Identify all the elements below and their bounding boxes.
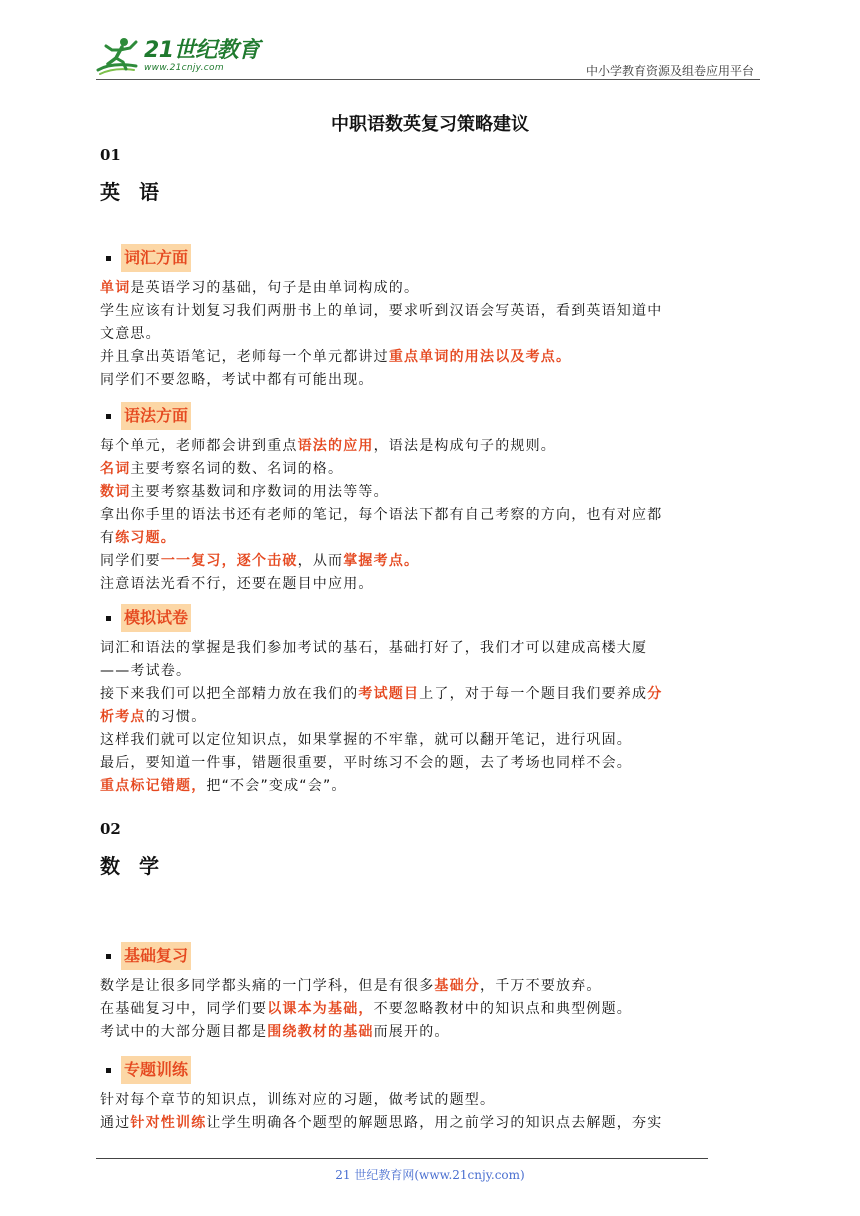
body-text: 而展开的。 <box>373 1024 450 1040</box>
body-text: 同学们不要忽略，考试中都有可能出现。 <box>100 372 374 388</box>
text-line <box>100 435 762 458</box>
text-line <box>100 458 762 481</box>
header-divider <box>96 79 760 80</box>
text-line <box>100 573 762 596</box>
paragraph <box>100 435 762 596</box>
body-text: 最后，要知道一件事，错题很重要，平时练习不会的题，去了考场也同样不会。 <box>100 755 632 771</box>
text-line <box>100 527 762 550</box>
emphasis-text: 析考点 <box>100 709 146 725</box>
footer-divider <box>96 1158 708 1159</box>
subsection-label: 模拟试卷 <box>121 604 191 632</box>
text-line <box>100 300 762 323</box>
square-bullet-icon <box>106 1068 111 1073</box>
emphasis-text: 名词 <box>100 461 131 477</box>
text-line <box>100 729 762 752</box>
subsection-heading <box>100 1056 191 1084</box>
subsection-heading <box>100 942 191 970</box>
square-bullet-icon <box>106 954 111 959</box>
body-text: 并且拿出英语笔记，老师每一个单元都讲过 <box>100 349 389 365</box>
text-line <box>100 683 762 706</box>
site-logo[interactable] <box>96 36 260 78</box>
body-text: 词汇和语法的掌握是我们参加考试的基石，基础打好了，我们才可以建成高楼大厦 <box>100 640 648 656</box>
square-bullet-icon <box>106 414 111 419</box>
body-text: ，千万不要放弃。 <box>480 978 602 994</box>
text-line <box>100 706 762 729</box>
emphasis-text: 重点单词的用法以及考点。 <box>388 349 572 365</box>
body-text: 每个单元，老师都会讲到重点 <box>100 438 298 454</box>
body-text: 注意语法光看不行，还要在题目中应用。 <box>100 576 374 592</box>
section-title: 数 学 <box>100 854 165 878</box>
emphasis-text: 语法的应用 <box>297 438 374 454</box>
body-text: 考试中的大部分题目都是 <box>100 1024 268 1040</box>
page-title: 中职语数英复习策略建议 <box>331 114 529 135</box>
body-text: 把“不会”变成“会”。 <box>206 778 347 794</box>
emphasis-text: 数词 <box>100 484 131 500</box>
emphasis-text: 基础分 <box>434 978 481 994</box>
subsection-heading <box>100 604 191 632</box>
emphasis-text: 针对性训练 <box>130 1115 207 1131</box>
body-text: 主要考察基数词和序数词的用法等等。 <box>130 484 389 500</box>
text-line <box>100 1089 762 1112</box>
emphasis-text: 分 <box>647 686 663 702</box>
section-title: 英 语 <box>100 180 165 204</box>
body-text: 文意思。 <box>100 326 161 342</box>
subsection-label: 语法方面 <box>121 402 191 430</box>
text-line <box>100 550 762 573</box>
emphasis-text: 以课本为基础， <box>267 1001 374 1017</box>
text-line <box>100 1021 762 1044</box>
body-text: 同学们要 <box>100 553 161 569</box>
text-line <box>100 504 762 527</box>
runner-logo-icon <box>96 36 142 78</box>
text-line <box>100 752 762 775</box>
logo-wordmark: 21世纪教育 <box>144 38 260 63</box>
paragraph <box>100 637 762 798</box>
body-text: 通过 <box>100 1115 131 1131</box>
text-line <box>100 369 762 392</box>
body-text: 主要考察名词的数、名词的格。 <box>130 461 344 477</box>
text-line <box>100 637 762 660</box>
body-text: 针对每个章节的知识点，训练对应的习题，做考试的题型。 <box>100 1092 496 1108</box>
logo-url: www.21cnjy.com <box>144 63 224 73</box>
body-text: 的习惯。 <box>145 709 207 725</box>
emphasis-text: 重点标记错题， <box>100 778 207 794</box>
square-bullet-icon <box>106 256 111 261</box>
text-line <box>100 1112 762 1135</box>
emphasis-text: 一一复习，逐个击破 <box>160 553 298 569</box>
section-number: 01 <box>100 146 121 164</box>
text-line <box>100 277 762 300</box>
emphasis-text: 考试题目 <box>358 686 420 702</box>
subsection-label: 专题训练 <box>121 1056 191 1084</box>
body-text: 不要忽略教材中的知识点和典型例题。 <box>373 1001 633 1017</box>
text-line <box>100 660 762 683</box>
body-text: ，从而 <box>297 553 344 569</box>
emphasis-text: 掌握考点。 <box>343 553 420 569</box>
text-line <box>100 775 762 798</box>
page-header <box>96 36 760 80</box>
square-bullet-icon <box>106 616 111 621</box>
subsection-label: 基础复习 <box>121 942 191 970</box>
paragraph <box>100 277 762 392</box>
body-text: 是英语学习的基础，句子是由单词构成的。 <box>130 280 420 296</box>
paragraph <box>100 1089 762 1135</box>
text-line <box>100 481 762 504</box>
text-line <box>100 998 762 1021</box>
emphasis-text: 单词 <box>100 280 131 296</box>
body-text: ，语法是构成句子的规则。 <box>373 438 557 454</box>
paragraph <box>100 975 762 1044</box>
body-text: 学生应该有计划复习我们两册书上的单词，要求听到汉语会写英语，看到英语知道中 <box>100 303 663 319</box>
body-text: 这样我们就可以定位知识点，如果掌握的不牢靠，就可以翻开笔记，进行巩固。 <box>100 732 632 748</box>
body-text: 拿出你手里的语法书还有老师的笔记，每个语法下都有自己考察的方向，也有对应都 <box>100 507 663 523</box>
section-number: 02 <box>100 820 121 838</box>
body-text: 数学是让很多同学都头痛的一门学科，但是有很多 <box>100 978 435 994</box>
body-text: 上了，对于每一个题目我们要养成 <box>419 686 648 702</box>
platform-name: 中小学教育资源及组卷应用平台 <box>585 64 754 78</box>
body-text: 让学生明确各个题型的解题思路，用之前学习的知识点去解题，夯实 <box>206 1115 663 1131</box>
body-text: 有 <box>100 530 116 546</box>
subsection-heading <box>100 402 191 430</box>
emphasis-text: 围绕教材的基础 <box>267 1024 374 1040</box>
page-footer[interactable]: 21 世纪教育网(www.21cnjy.com) <box>335 1168 525 1182</box>
body-text: 在基础复习中，同学们要 <box>100 1001 268 1017</box>
text-line <box>100 346 762 369</box>
emphasis-text: 练习题。 <box>115 530 177 546</box>
subsection-label: 词汇方面 <box>121 244 191 272</box>
subsection-heading <box>100 244 191 272</box>
text-line <box>100 323 762 346</box>
body-text: 接下来我们可以把全部精力放在我们的 <box>100 686 359 702</box>
body-text: ——考试卷。 <box>100 663 192 679</box>
text-line <box>100 975 762 998</box>
